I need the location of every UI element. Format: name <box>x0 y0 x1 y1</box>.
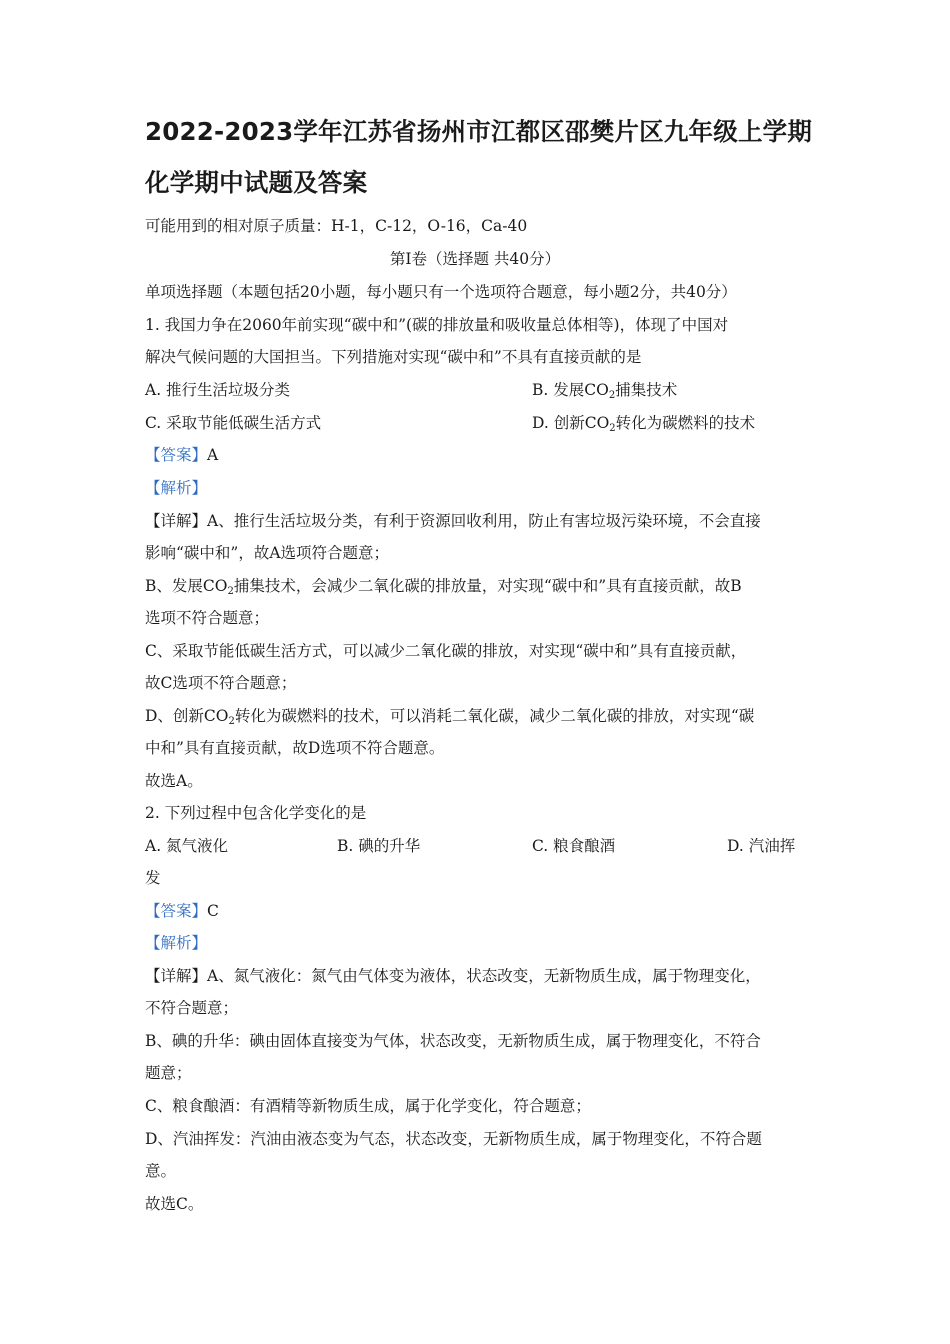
q2-conclusion: 故选C。 <box>145 1195 204 1213</box>
document-title-line2: 化学期中试题及答案 <box>145 168 368 197</box>
q1-detail-b-line1: B、发展$CO_2$捕集技术，会减少二氧化碳的排放量，对实现“碳中和”具有直接贡献，故B <box>145 577 742 597</box>
q2-detail-a-line1: 【详解】A、氮气液化：氮气由气体变为液体，状态改变，无新物质生成，属于物理变化， <box>145 967 761 985</box>
q1-answer: 【答案】A <box>145 446 219 464</box>
q2-option-d-wrap: 发 <box>145 869 161 887</box>
q1-detail-c-line2: 故C选项不符合题意； <box>145 674 297 692</box>
q1-detail-d-line2: 中和”具有直接贡献，故D选项不符合题意。 <box>145 739 445 757</box>
q2-detail-d-line1: D、汽油挥发：汽油由液态变为气态，状态改变，无新物质生成，属于物理变化，不符合题 <box>145 1130 762 1148</box>
q1-stem-line2: 解决气候问题的大国担当。下列措施对实现“碳中和”不具有直接贡献的是 <box>145 348 642 366</box>
q1-option-b: B. 发展$CO_2$捕集技术 <box>532 381 678 401</box>
q2-detail-c: C、粮食酿酒：有酒精等新物质生成，属于化学变化，符合题意； <box>145 1097 591 1115</box>
q1-detail-d-line1: D、创新$CO_2$转化为碳燃料的技术，可以消耗二氧化碳，减少二氧化碳的排放，对实现“碳 <box>145 707 755 727</box>
document-title-line1: 2022-2023学年江苏省扬州市江都区邵樊片区九年级上学期 <box>145 117 813 146</box>
section-intro: 单项选择题（本题包括20小题，每小题只有一个选项符合题意，每小题2分，共40分） <box>145 283 737 301</box>
atomic-masses: 可能用到的相对原子质量：H-1，C-12，O-16，Ca-40 <box>145 217 528 235</box>
q2-analysis-heading: 【解析】 <box>145 934 208 952</box>
q2-option-c: C. 粮食酿酒 <box>532 837 616 855</box>
q1-stem-line1: 1. 我国力争在2060年前实现“碳中和”(碳的排放量和吸收量总体相等)，体现了中国对 <box>145 316 729 334</box>
volume-title: 第Ⅰ卷（选择题 共40分） <box>389 250 561 268</box>
q1-option-a: A. 推行生活垃圾分类 <box>145 381 291 399</box>
q2-detail-d-line2: 意。 <box>145 1162 177 1180</box>
q1-option-d: D. 创新$CO_2$转化为碳燃料的技术 <box>532 414 756 434</box>
q2-detail-a-line2: 不符合题意； <box>145 999 239 1017</box>
q2-detail-b-line2: 题意； <box>145 1064 192 1082</box>
q2-answer: 【答案】C <box>145 902 219 920</box>
q2-option-a: A. 氮气液化 <box>145 837 229 855</box>
q2-option-b: B. 碘的升华 <box>337 837 421 855</box>
q1-conclusion: 故选A。 <box>145 772 203 790</box>
q1-analysis-heading: 【解析】 <box>145 479 208 497</box>
q2-stem: 2. 下列过程中包含化学变化的是 <box>145 804 367 822</box>
q2-detail-b-line1: B、碘的升华：碘由固体直接变为气体，状态改变，无新物质生成，属于物理变化，不符合 <box>145 1032 761 1050</box>
q1-detail-c-line1: C、采取节能低碳生活方式，可以减少二氧化碳的排放，对实现“碳中和”具有直接贡献， <box>145 642 747 660</box>
q2-option-d: D. 汽油挥 <box>727 837 796 855</box>
q1-detail-a-line1: 【详解】A、推行生活垃圾分类，有利于资源回收利用，防止有害垃圾污染环境，不会直接 <box>145 512 761 530</box>
q1-detail-a-line2: 影响“碳中和”，故A选项符合题意； <box>145 544 390 562</box>
q1-option-c: C. 采取节能低碳生活方式 <box>145 414 322 432</box>
q1-detail-b-line2: 选项不符合题意； <box>145 609 270 627</box>
